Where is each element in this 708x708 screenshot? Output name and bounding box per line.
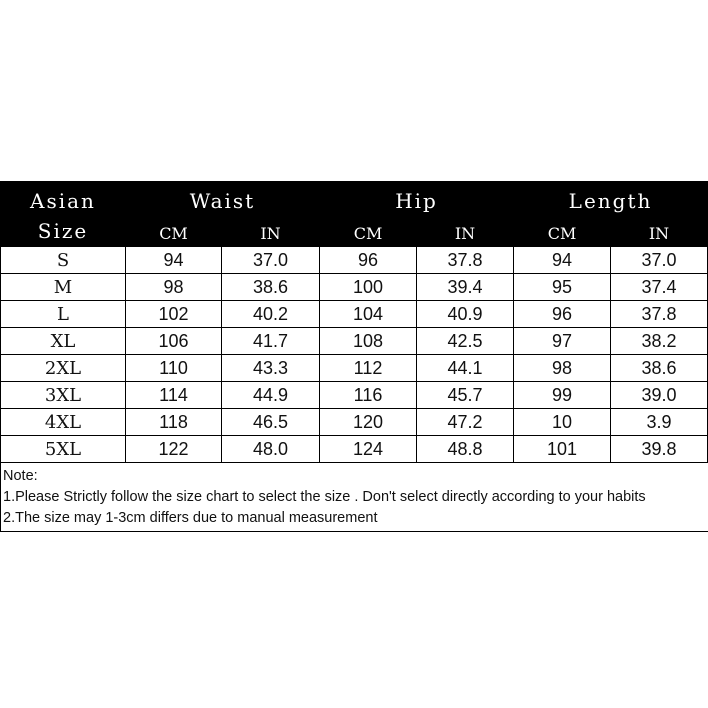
value-cell: 95 [514, 274, 611, 301]
table-row [1, 274, 708, 301]
size-chart [0, 181, 708, 532]
value-cell: 37.8 [611, 301, 708, 328]
value-cell: 94 [514, 247, 611, 274]
value-cell: 114 [126, 382, 222, 409]
value-cell: 120 [320, 409, 417, 436]
size-cell: 5XL [1, 436, 126, 463]
table-row [1, 247, 708, 274]
value-cell: 116 [320, 382, 417, 409]
unit-header: IN [611, 220, 708, 247]
table-row [1, 355, 708, 382]
value-cell: 37.8 [417, 247, 514, 274]
value-cell: 97 [514, 328, 611, 355]
value-cell: 39.8 [611, 436, 708, 463]
value-cell: 44.1 [417, 355, 514, 382]
asian-size-line1: Asian [30, 189, 96, 213]
size-cell: 4XL [1, 409, 126, 436]
value-cell: 37.4 [611, 274, 708, 301]
unit-header: IN [417, 220, 514, 247]
value-cell: 41.7 [222, 328, 320, 355]
value-cell: 37.0 [222, 247, 320, 274]
value-cell: 94 [126, 247, 222, 274]
unit-header: CM [126, 220, 222, 247]
waist-header: Waist [126, 182, 320, 220]
value-cell: 38.6 [222, 274, 320, 301]
header-row [1, 182, 708, 220]
value-cell: 100 [320, 274, 417, 301]
value-cell: 42.5 [417, 328, 514, 355]
value-cell: 108 [320, 328, 417, 355]
table-row [1, 328, 708, 355]
size-cell: XL [1, 328, 126, 355]
value-cell: 40.2 [222, 301, 320, 328]
asian-size-line2: Size [37, 219, 89, 243]
table-row [1, 436, 708, 463]
unit-header: CM [514, 220, 611, 247]
length-header: Length [514, 182, 708, 220]
size-table [0, 181, 708, 463]
note-title: Note: [3, 468, 38, 484]
value-cell: 96 [514, 301, 611, 328]
value-cell: 40.9 [417, 301, 514, 328]
value-cell: 110 [126, 355, 222, 382]
value-cell: 102 [126, 301, 222, 328]
size-cell: M [1, 274, 126, 301]
value-cell: 48.0 [222, 436, 320, 463]
table-row [1, 409, 708, 436]
value-cell: 46.5 [222, 409, 320, 436]
value-cell: 98 [126, 274, 222, 301]
value-cell: 101 [514, 436, 611, 463]
value-cell: 38.6 [611, 355, 708, 382]
notes-box [0, 463, 708, 532]
size-cell: L [1, 301, 126, 328]
note-line-1: 1.Please Strictly follow the size chart to select the size . Don't select directly according to your habits [3, 489, 646, 505]
value-cell: 98 [514, 355, 611, 382]
value-cell: 38.2 [611, 328, 708, 355]
table-row [1, 382, 708, 409]
value-cell: 104 [320, 301, 417, 328]
size-cell: S [1, 247, 126, 274]
value-cell: 48.8 [417, 436, 514, 463]
table-row [1, 301, 708, 328]
value-cell: 10 [514, 409, 611, 436]
value-cell: 43.3 [222, 355, 320, 382]
size-cell: 2XL [1, 355, 126, 382]
value-cell: 106 [126, 328, 222, 355]
unit-header: IN [222, 220, 320, 247]
hip-header: Hip [320, 182, 514, 220]
value-cell: 37.0 [611, 247, 708, 274]
size-cell: 3XL [1, 382, 126, 409]
value-cell: 96 [320, 247, 417, 274]
table-body [1, 247, 708, 463]
asian-size-header [1, 182, 126, 247]
value-cell: 44.9 [222, 382, 320, 409]
value-cell: 118 [126, 409, 222, 436]
value-cell: 122 [126, 436, 222, 463]
value-cell: 39.4 [417, 274, 514, 301]
value-cell: 99 [514, 382, 611, 409]
note-line-2: 2.The size may 1-3cm differs due to manual measurement [3, 510, 378, 526]
unit-header: CM [320, 220, 417, 247]
value-cell: 3.9 [611, 409, 708, 436]
value-cell: 39.0 [611, 382, 708, 409]
value-cell: 47.2 [417, 409, 514, 436]
value-cell: 124 [320, 436, 417, 463]
value-cell: 45.7 [417, 382, 514, 409]
value-cell: 112 [320, 355, 417, 382]
